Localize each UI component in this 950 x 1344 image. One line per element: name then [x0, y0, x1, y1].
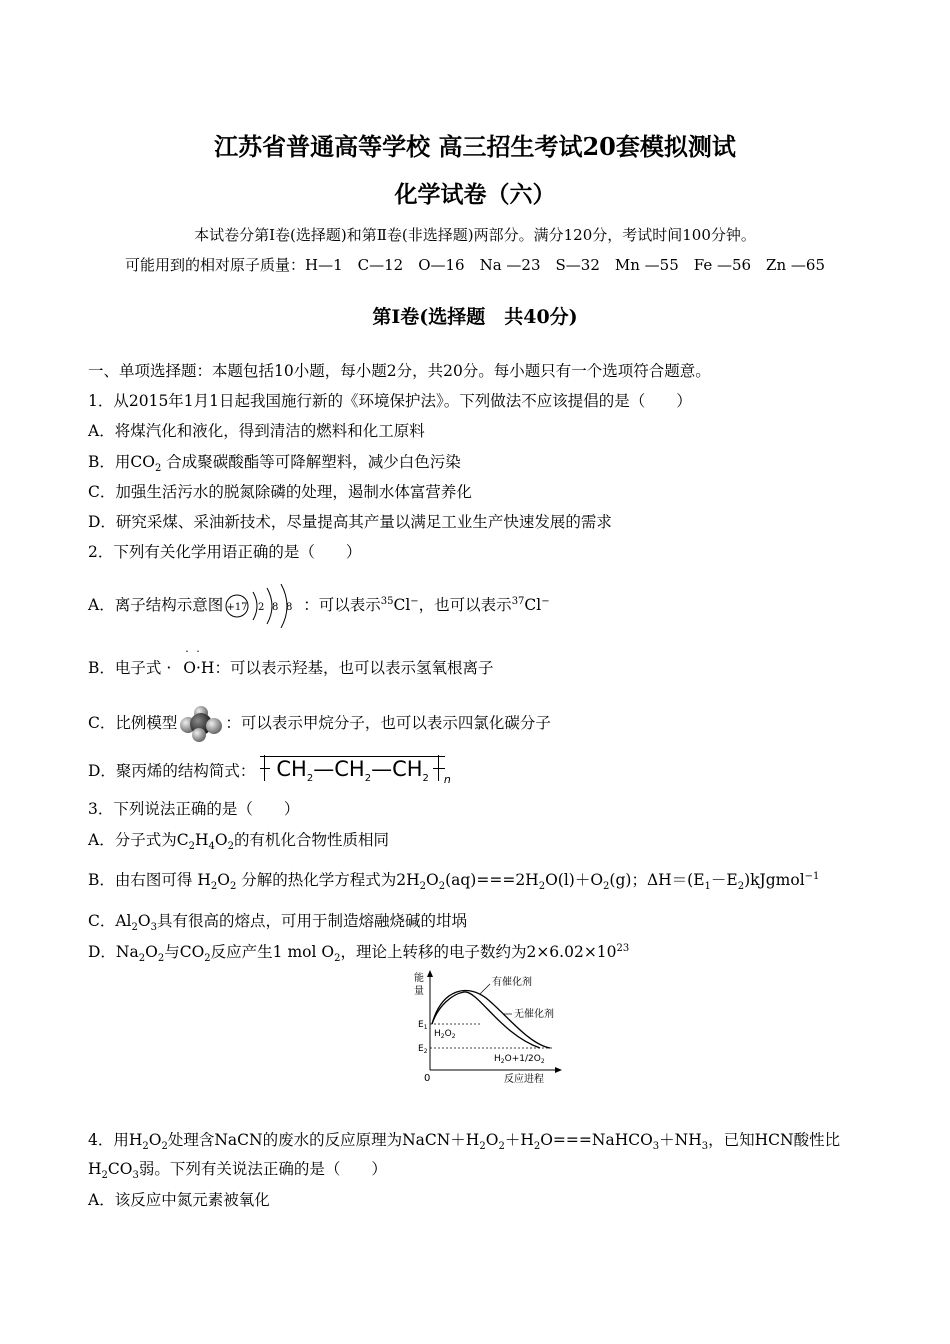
- ion-structure-diagram: [223, 584, 303, 628]
- q3-option-b: B．由右图可得 $H_2O_2$ 分解的热化学方程式为$2H_2O_2(aq)===2H_2O(l)+O_2(g)$；$\Delta H=(E_1-E_2)kJgmol^{-1}$: [88, 870, 820, 893]
- uncatalyzed-label: 无催化剂: [514, 1009, 554, 1020]
- exam-title: 江苏省普通高等学校 高三招生考试20套模拟测试: [214, 132, 736, 161]
- ylabel-char-1: 能: [414, 973, 424, 984]
- q2-option-b: B．电子式 · · · O·H：可以表示羟基，也可以表示氢氧根离子: [88, 645, 494, 677]
- origin-label: 0: [424, 1073, 431, 1084]
- polymer-structure: $CH_2—CH_2—CH_2$ n: [260, 756, 445, 784]
- x-axis-label: 反应进程: [504, 1074, 544, 1085]
- lone-pair-dots: · ·: [185, 645, 202, 658]
- q3-option-d: D．$Na_2O_2$与$CO_2$反应产生1 mol $O_2$，理论上转移的电子数约为$2\times 6.02\times 10^{23}$: [88, 942, 630, 965]
- catalyzed-label: 有催化剂: [492, 977, 532, 988]
- shell-electrons-3: 8: [286, 602, 293, 613]
- space-filling-model-icon: [177, 706, 225, 742]
- exam-intro: 本试卷分第Ⅰ卷(选择题)和第Ⅱ卷(非选择题)两部分。满分120分，考试时间100分钟。: [194, 226, 756, 244]
- exam-subtitle: 化学试卷（六）: [394, 181, 556, 208]
- q2-option-d: D．聚丙烯的结构简式： $CH_2—CH_2—CH_2$ n: [88, 757, 451, 787]
- electron-dot: ·: [166, 659, 172, 677]
- q4-stem-line1: 4．用$H_2O_2$处理含NaCN的废水的反应原理为$NaCN+H_2O_2+H_2O===NaHCO_3+NH_3$，已知HCN酸性比: [88, 1131, 841, 1153]
- q2-option-c: C．比例模型 ：可以表示甲烷分子，也可以表示四氯化碳分子: [88, 706, 551, 742]
- q2-stem: 2．下列有关化学用语正确的是（ ）: [88, 543, 362, 561]
- shell-electrons-2: 8: [272, 602, 279, 613]
- q1-option-c: C．加强生活污水的脱氮除磷的处理，遏制水体富营养化: [88, 483, 472, 501]
- q3-stem: 3．下列说法正确的是（ ）: [88, 800, 300, 818]
- q1-option-b: B．用$CO_2$ 合成聚碳酸酯等可降解塑料，减少白色污染: [88, 453, 461, 475]
- x-axis-arrow-icon: [555, 1067, 562, 1073]
- q3-option-c: C．$Al_2O_3$具有很高的熔点，可用于制造熔融烧碱的坩埚: [88, 912, 467, 934]
- q2-option-a: A．离子结构示意图 +17 2 8 8 ：可以表示$^{35}$Cl−，也可以表示$^{37}$Cl−: [88, 584, 550, 628]
- shell-electrons-1: 2: [258, 602, 265, 613]
- energy-profile-figure: [408, 968, 568, 1086]
- product-label: $H_2O+1/2O_2$: [494, 1054, 545, 1065]
- q1-option-a: A．将煤汽化和液化，得到清洁的燃料和化工原料: [88, 422, 425, 440]
- y-axis-arrow-icon: [427, 970, 433, 977]
- q4-option-a: A．该反应中氮元素被氧化: [88, 1191, 270, 1209]
- nucleus-charge: +17: [226, 602, 248, 613]
- section-title: 第Ⅰ卷(选择题 共40分): [372, 306, 578, 328]
- section-instruction: 一、单项选择题：本题包括10小题，每小题2分，共20分。每小题只有一个选项符合题意。: [88, 362, 711, 380]
- q1-stem: 1．从2015年1月1日起我国施行新的《环境保护法》。下列做法不应该提倡的是（ ）: [88, 392, 692, 410]
- ylabel-char-2: 量: [414, 986, 424, 997]
- electron-formula: · · O·H: [183, 645, 215, 677]
- atomic-masses: 可能用到的相对原子质量：H—1 C—12 O—16 Na —23 S—32 Mn —55 Fe —56 Zn —65: [125, 256, 825, 274]
- q1-option-d: D．研究采煤、采油新技术，尽量提高其产量以满足工业生产快速发展的需求: [88, 513, 612, 531]
- reactant-label: $H_2O_2$: [434, 1029, 456, 1040]
- e1-label: $E_1$: [418, 1020, 428, 1031]
- q4-stem-line2: $H_2CO_3$弱。下列有关说法正确的是（ ）: [88, 1160, 387, 1182]
- q3-option-a: A．分子式为$C_2H_4O_2$的有机化合物性质相同: [88, 831, 389, 853]
- e2-label: $E_2$: [418, 1044, 428, 1055]
- catalyzed-leader: [480, 984, 490, 994]
